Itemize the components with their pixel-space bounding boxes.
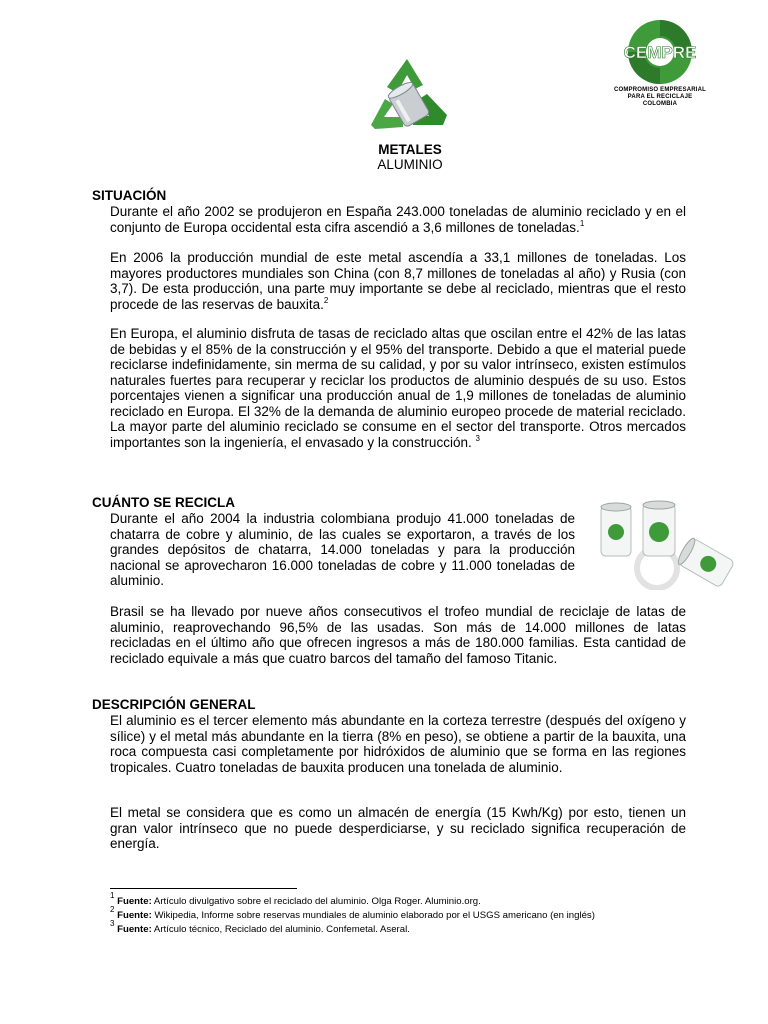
recycle-can-image [357, 55, 457, 143]
paragraph: Brasil se ha llevado por nueve años consecutivos el trofeo mundial de reciclaje de latas de aluminio, reaprovechando 96,5% de las usadas. Son más de 14.000 millones de latas recicladas en el último año que ofrecen ingresos a más de 180.000 familias. Esta cantidad de reciclado equivale a más que cuatro barcos del tamaño del famoso Titanic. [110, 604, 686, 666]
footnote-ref: 3 [475, 433, 480, 443]
page-title: METALES [378, 142, 442, 157]
footnote-text: Artículo técnico, Reciclado del aluminio. Confemetal. Aseral. [151, 924, 410, 935]
section-heading-descripcion: DESCRIPCIÓN GENERAL [92, 697, 256, 712]
footnote [110, 919, 410, 936]
cempre-globe-icon [610, 14, 710, 86]
cempre-logo [600, 14, 720, 108]
footnote-number: 2 [110, 905, 115, 914]
footnote [110, 891, 481, 908]
paragraph [110, 204, 686, 235]
page-subtitle: ALUMINIO [377, 157, 443, 172]
logo-subtitle [600, 87, 720, 108]
paragraph-text: En 2006 la producción mundial de este metal ascendía a 33,1 millones de toneladas. Los mayores productores mundiales son China (con 8,7 millones de toneladas al año) y Rusia (con 3,7). De esta producción, una parte muy importante se debe al reciclado, mientras que el resto procede de las reservas de bauxita. [110, 250, 686, 312]
paragraph-text: Durante el año 2002 se produjeron en España 243.000 toneladas de aluminio reciclado y en el conjunto de Europa occidental esta cifra ascendió a 3,6 millones de toneladas. [110, 204, 686, 235]
paragraph-text: En Europa, el aluminio disfruta de tasas de reciclado altas que oscilan entre el 42% de las latas de bebidas y el 85% de la construcción y el 95% del transporte. Debido a que el material puede reciclarse indefinidamente, sin merma de su calidad, y por su valor intrínseco, existen estímulos naturales fuertes para recuperar y reciclar los productos de aluminio después de su uso. Estos porcentajes vienen a significar una producción anual de 1,9 millones de toneladas de aluminio reciclado en Europa. El 32% de la demanda de aluminio europeo procede de material reciclado. La mayor parte del aluminio reciclado se consume en el sector del transporte. Otros mercados importantes son la ingeniería, el envasado y la construcción. [110, 326, 686, 450]
paragraph: El aluminio es el tercer elemento más abundante en la corteza terrestre (después del oxígeno y sílice) y el metal más abundante en la tierra (8% en peso), se obtiene a partir de la bauxita, una roca compuesta casi completamente por hidróxidos de aluminio que se forma en las regiones tropicales. Cuatro toneladas de bauxita producen una tonelada de aluminio. [110, 713, 686, 775]
paragraph [110, 326, 686, 450]
footnote-number: 1 [110, 891, 115, 900]
paragraph: El metal se considera que es como un almacén de energía (15 Kwh/Kg) por esto, tienen un gran valor intrínseco que no puede desperdiciarse, y su reciclado significa recuperación de energía. [110, 805, 686, 851]
logo-subtitle-line: COLOMBIA [642, 101, 678, 107]
recycled-cans-image [595, 498, 735, 590]
section-heading-cuanto: CUÁNTO SE RECICLA [92, 495, 236, 510]
footnote-label: Fuente: [117, 896, 152, 907]
logo-brand-text: CEMPRE [623, 43, 697, 62]
section-heading-situacion: SITUACIÓN [92, 188, 167, 203]
paragraph [110, 250, 686, 312]
footnote-text: Artículo divulgativo sobre el reciclado del aluminio. Olga Roger. Aluminio.org. [151, 896, 481, 907]
footnote-ref: 2 [323, 295, 329, 305]
footnote-text: Wikipedia, Informe sobre reservas mundiales de aluminio elaborado por el USGS americano (en inglés) [151, 910, 595, 921]
footnote-label: Fuente: [117, 924, 152, 935]
recycle-icon [357, 55, 457, 143]
footnote [110, 905, 595, 922]
cans-icon [595, 498, 735, 590]
logo-subtitle-line: PARA EL RECICLAJE [627, 94, 693, 100]
paragraph: Durante el año 2004 la industria colombiana produjo 41.000 toneladas de chatarra de cobre y aluminio, de las cuales se exportaron, a través de los grandes depósitos de chatarra, 14.000 toneladas y para la producción nacional se aprovecharon 16.000 toneladas de cobre y 11.000 toneladas de aluminio. [110, 511, 575, 588]
footnote-number: 3 [110, 919, 115, 928]
footnote-label: Fuente: [117, 910, 152, 921]
footnote-ref: 1 [579, 218, 585, 228]
footnote-divider [110, 888, 297, 889]
logo-subtitle-line: COMPROMISO EMPRESARIAL [613, 87, 707, 93]
